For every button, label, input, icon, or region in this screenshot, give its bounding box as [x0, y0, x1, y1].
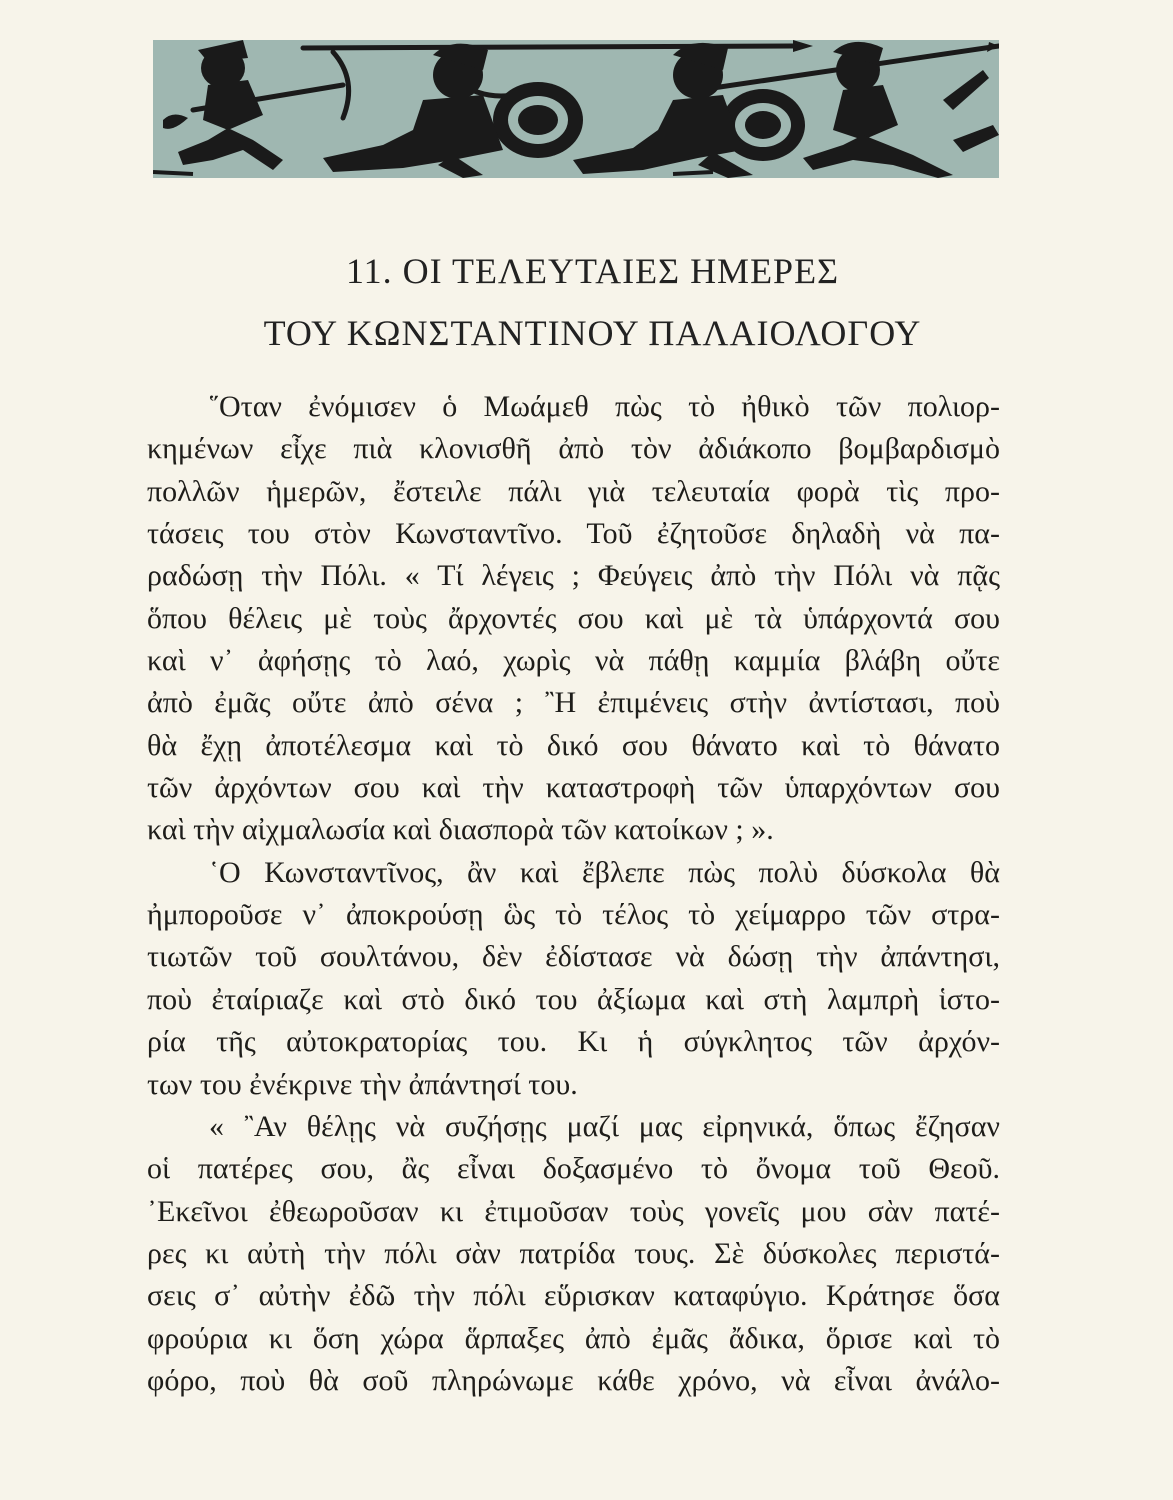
chapter-body: [147, 386, 1000, 1402]
chapter-title-line-1: 11. ΟΙ ΤΕΛΕΥΤΑΙΕΣ ΗΜΕΡΕΣ: [345, 251, 840, 291]
text-line: ἀπὸ ἐμᾶς οὔτε ἀπὸ σένα ; ῍Η ἐπιμένεις στὴν ἀντίστασι, ποὺ: [147, 686, 1000, 720]
text-line: « ῍Αν θέλῃς νὰ συζήσῃς μαζί μας εἰρηνικά, ὅπως ἔζησαν: [209, 1109, 1000, 1143]
text-line: ῾Ο Κωνσταντῖνος, ἂν καὶ ἔβλεπε πὼς πολὺ δύσκολα θὰ: [209, 855, 1000, 889]
text-line: των του ἐνέκρινε τὴν ἀπάντησί του.: [147, 1067, 578, 1101]
text-line: ᾿Εκεῖνοι ἐθεωροῦσαν κι ἐτιμοῦσαν τοὺς γονεῖς μου σὰν πατέ-: [147, 1194, 1000, 1228]
text-line: τιωτῶν τοῦ σουλτάνου, δὲν ἐδίστασε νὰ δώσῃ τὴν ἀπάντησι,: [147, 940, 1000, 974]
chapter-title-line-2: ΤΟΥ ΚΩΝΣΤΑΝΤΙΝΟΥ ΠΑΛΑΙΟΛΟΓΟΥ: [263, 313, 922, 353]
text-line: ἠμποροῦσε ν᾿ ἀποκρούσῃ ὣς τὸ τέλος τὸ χείμαρρο τῶν στρα-: [147, 898, 1000, 932]
warriors-frieze-banner: [153, 40, 999, 178]
text-line: τάσεις του στὸν Κωνσταντῖνο. Τοῦ ἐζητοῦσε δηλαδὴ νὰ πα-: [147, 517, 1000, 551]
text-line: ῞Οταν ἐνόμισεν ὁ Μωάμεθ πὼς τὸ ἠθικὸ τῶν πολιορ-: [209, 390, 1000, 423]
text-line: καὶ ν᾿ ἀφήσῃς τὸ λαό, χωρὶς νὰ πάθῃ καμμία βλάβη οὔτε: [147, 644, 1000, 678]
text-line: θὰ ἔχῃ ἀποτέλεσμα καὶ τὸ δικό σου θάνατο καὶ τὸ θάνατο: [147, 728, 1000, 762]
text-line: ραδώσῃ τὴν Πόλι. « Τί λέγεις ; Φεύγεις ἀπὸ τὴν Πόλι νὰ πᾷς: [147, 559, 1000, 593]
text-line: ὅπου θέλεις μὲ τοὺς ἄρχοντές σου καὶ μὲ τὰ ὑπάρχοντά σου: [147, 601, 1000, 635]
text-line: ρες κι αὐτὴ τὴν πόλι σὰν πατρίδα τους. Σὲ δύσκολες περιστά-: [147, 1236, 1000, 1270]
text-line: καὶ τὴν αἰχμαλωσία καὶ διασπορὰ τῶν κατοίκων ; ».: [147, 813, 774, 847]
text-line: φόρο, ποὺ θὰ σοῦ πληρώνωμε κάθε χρόνο, νὰ εἶναι ἀνάλο-: [147, 1363, 1000, 1397]
text-line: ρία τῆς αὐτοκρατορίας του. Κι ἡ σύγκλητος τῶν ἀρχόν-: [147, 1025, 1000, 1059]
text-line: πολλῶν ἡμερῶν, ἔστειλε πάλι γιὰ τελευταία φορὰ τὶς προ-: [147, 474, 1000, 508]
warriors-frieze-illustration: [153, 40, 999, 178]
text-line: κημένων εἶχε πιὰ κλονισθῆ ἀπὸ τὸν ἀδιάκοπο βομβαρδισμὸ: [147, 432, 1000, 466]
archer-figure-icon: [163, 40, 283, 170]
text-line: φρούρια κι ὅση χώρα ἅρπαξες ἀπὸ ἐμᾶς ἄδικα, ὅρισε καὶ τὸ: [147, 1321, 1000, 1355]
text-line: οἱ πατέρες σου, ἂς εἶναι δοξασμένο τὸ ὄνομα τοῦ Θεοῦ.: [147, 1152, 1000, 1186]
text-line: τῶν ἀρχόντων σου καὶ τὴν καταστροφὴ τῶν ὑπαρχόντων σου: [147, 771, 1000, 805]
text-line: σεις σ᾿ αὐτὴν ἐδῶ τὴν πόλι εὕρισκαν καταφύγιο. Κράτησε ὅσα: [147, 1279, 1000, 1313]
text-line: ποὺ ἐταίριαζε καὶ στὸ δικό του ἀξίωμα καὶ στὴ λαμπρὴ ἱστο-: [147, 982, 1000, 1016]
